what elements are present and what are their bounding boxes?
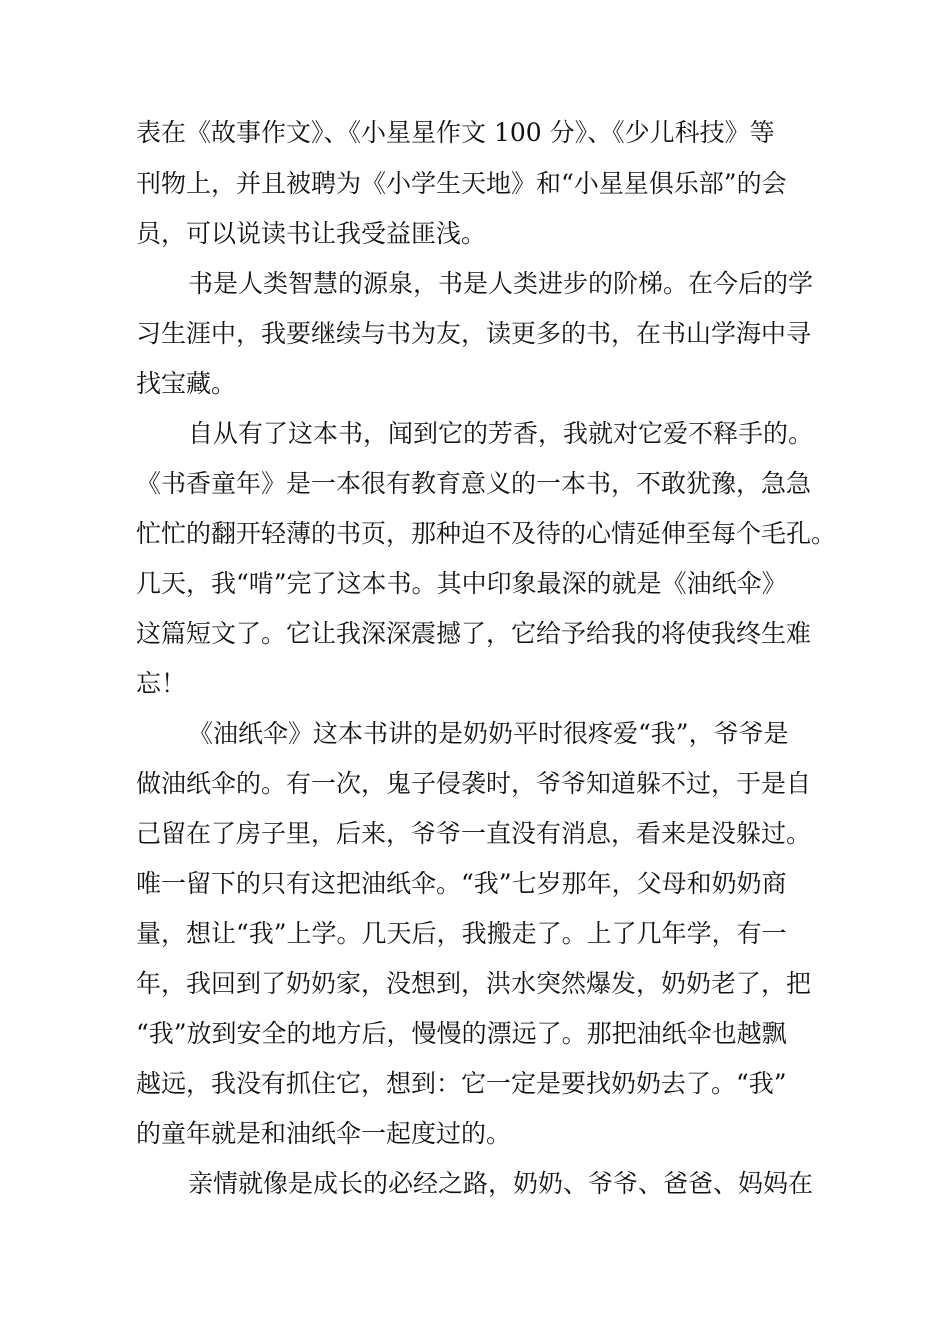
text-line: 表在《故事作文》、《小星星作文 100 分》、《少儿科技》等 [136, 118, 775, 147]
text-line: 《书香童年》是一本很有教育意义的一本书，不敢犹豫，急急 [136, 469, 812, 498]
text-line: 忙忙的翻开轻薄的书页，那种迫不及待的心情延伸至每个毛孔。 [136, 519, 837, 548]
text-line: 的童年就是和油纸伞一起度过的。 [136, 1119, 512, 1148]
text-line: 唯一留下的只有这把油纸伞。“我”七岁那年，父母和奶奶商 [136, 869, 787, 898]
text-line: 年，我回到了奶奶家，没想到，洪水突然爆发，奶奶老了，把 [136, 969, 812, 998]
text-line: 做油纸伞的。有一次，鬼子侵袭时，爷爷知道躲不过，于是自 [136, 769, 812, 798]
text-line: “我”放到安全的地方后，慢慢的漂远了。那把油纸伞也越飘 [136, 1019, 787, 1048]
text-line: 量，想让“我”上学。几天后，我搬走了。上了几年学，有一 [136, 919, 787, 948]
text-line: 习生涯中，我要继续与书为友，读更多的书，在书山学海中寻 [136, 319, 812, 348]
text-line: 己留在了房子里，后来，爷爷一直没有消息，看来是没躲过。 [136, 819, 812, 848]
text-line: 亲情就像是成长的必经之路，奶奶、爷爷、爸爸、妈妈在 [188, 1169, 814, 1198]
text-line: 忘！ [136, 669, 187, 698]
text-line: 找宝藏。 [136, 369, 237, 398]
text-line: 员，可以说读书让我受益匪浅。 [136, 219, 487, 248]
text-line: 刊物上，并且被聘为《小学生天地》和“小星星俱乐部”的会 [136, 169, 787, 198]
text-line: 《油纸伞》这本书讲的是奶奶平时很疼爱“我”，爷爷是 [188, 719, 789, 748]
text-line: 几天，我“啃”完了这本书。其中印象最深的就是《油纸伞》 [136, 569, 787, 598]
text-line: 自从有了这本书，闻到它的芳香，我就对它爱不释手的。 [188, 419, 814, 448]
text-line: 书是人类智慧的源泉，书是人类进步的阶梯。在今后的学 [188, 269, 814, 298]
text-line: 这篇短文了。它让我深深震撼了，它给予给我的将使我终生难 [136, 619, 812, 648]
text-line: 越远，我没有抓住它，想到：它一定是要找奶奶去了。“我” [136, 1069, 787, 1098]
